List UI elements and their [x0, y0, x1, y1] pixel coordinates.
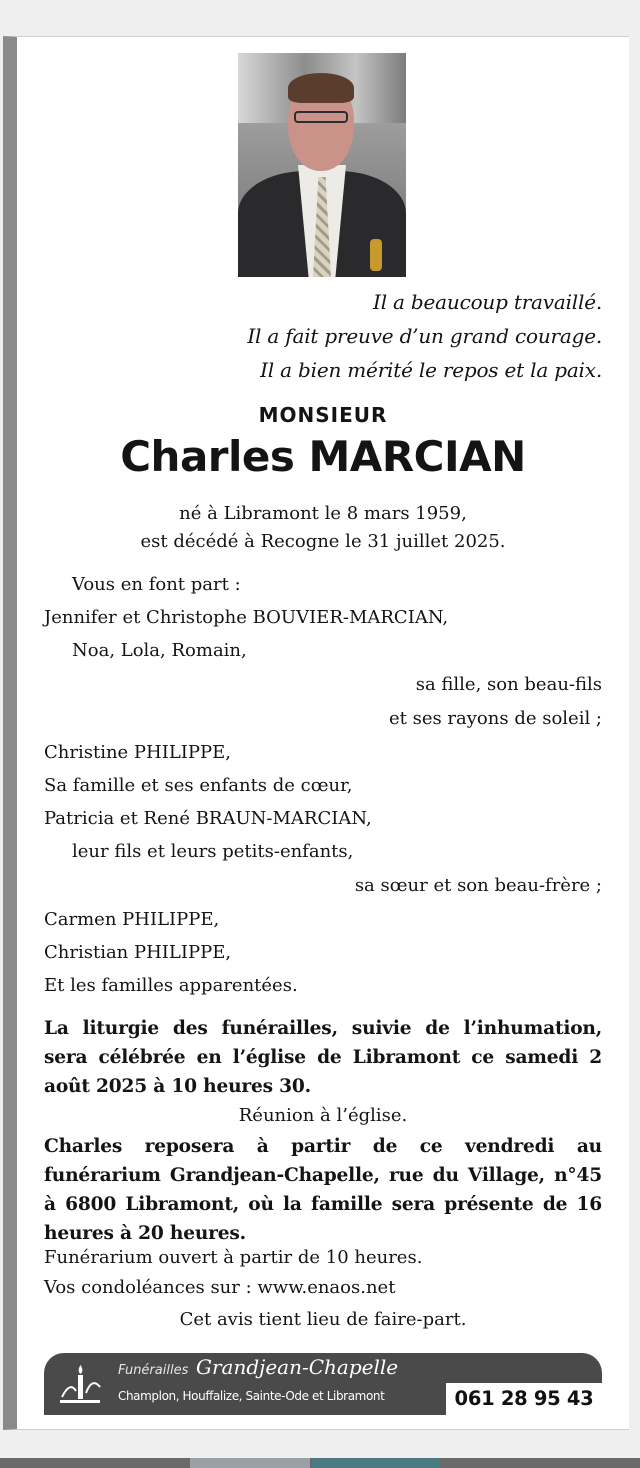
family-line-8: leur fils et leurs petits-enfants,: [72, 841, 354, 862]
family-line-6: Sa famille et ses enfants de cœur,: [44, 775, 353, 796]
family-line-5: Christine PHILIPPE,: [44, 742, 231, 763]
phone-number: 061 28 95 43: [446, 1383, 602, 1415]
quote-line-3: Il a bien mérité le repos et la paix.: [260, 358, 602, 382]
brand-name: Grandjean-Chapelle: [196, 1355, 399, 1379]
family-line-4: et ses rayons de soleil ;: [388, 708, 602, 729]
family-line-11: Christian PHILIPPE,: [44, 942, 232, 963]
family-line-7: Patricia et René BRAUN-MARCIAN,: [44, 808, 372, 829]
quote-line-2: Il a fait preuve d’un grand courage.: [247, 324, 602, 348]
meeting-line: Réunion à l’église.: [238, 1105, 408, 1126]
candle-logo-icon: [56, 1363, 104, 1407]
birth-line: né à Libramont le 8 mars 1959,: [179, 503, 467, 524]
repose-paragraph: Charles reposera à partir de ce vendredi au funérarium Grandjean-Chapelle, rue du Village, n°45 à 6800 Libramont, où la famille sera présente de 16 heures à 20 heures.: [44, 1136, 602, 1244]
family-line-2: Noa, Lola, Romain,: [72, 640, 247, 661]
funeral-home-banner: [44, 1353, 602, 1415]
obituary-notice: [3, 36, 629, 1430]
portrait-photo: [238, 53, 406, 277]
family-line-1: Jennifer et Christophe BOUVIER-MARCIAN,: [44, 607, 449, 628]
deceased-name: Charles MARCIAN: [120, 432, 526, 481]
honorific: MONSIEUR: [258, 403, 388, 427]
brand-prefix: Funérailles: [118, 1363, 189, 1378]
family-line-12: Et les familles apparentées.: [44, 975, 298, 996]
death-line: est décédé à Recogne le 31 juillet 2025.: [140, 531, 506, 552]
hours-line: Funérarium ouvert à partir de 10 heures.: [44, 1247, 423, 1268]
family-line-9: sa sœur et son beau-frère ;: [354, 875, 602, 896]
bottom-strip: [0, 1458, 640, 1468]
family-line-10: Carmen PHILIPPE,: [44, 909, 220, 930]
family-line-3: sa fille, son beau-fils: [415, 674, 602, 695]
announcers-intro: Vous en font part :: [72, 574, 241, 595]
condolences-line: Vos condoléances sur : www.enaos.net: [44, 1277, 396, 1298]
brand-locations: Champlon, Houffalize, Sainte-Ode et Libramont: [118, 1389, 385, 1403]
quote-line-1: Il a beaucoup travaillé.: [373, 290, 602, 314]
notice-line: Cet avis tient lieu de faire-part.: [179, 1309, 467, 1330]
liturgy-paragraph: La liturgie des funérailles, suivie de l’inhumation, sera célébrée en l’église de Libramont ce samedi 2 août 2025 à 10 heures 30.: [44, 1018, 602, 1097]
